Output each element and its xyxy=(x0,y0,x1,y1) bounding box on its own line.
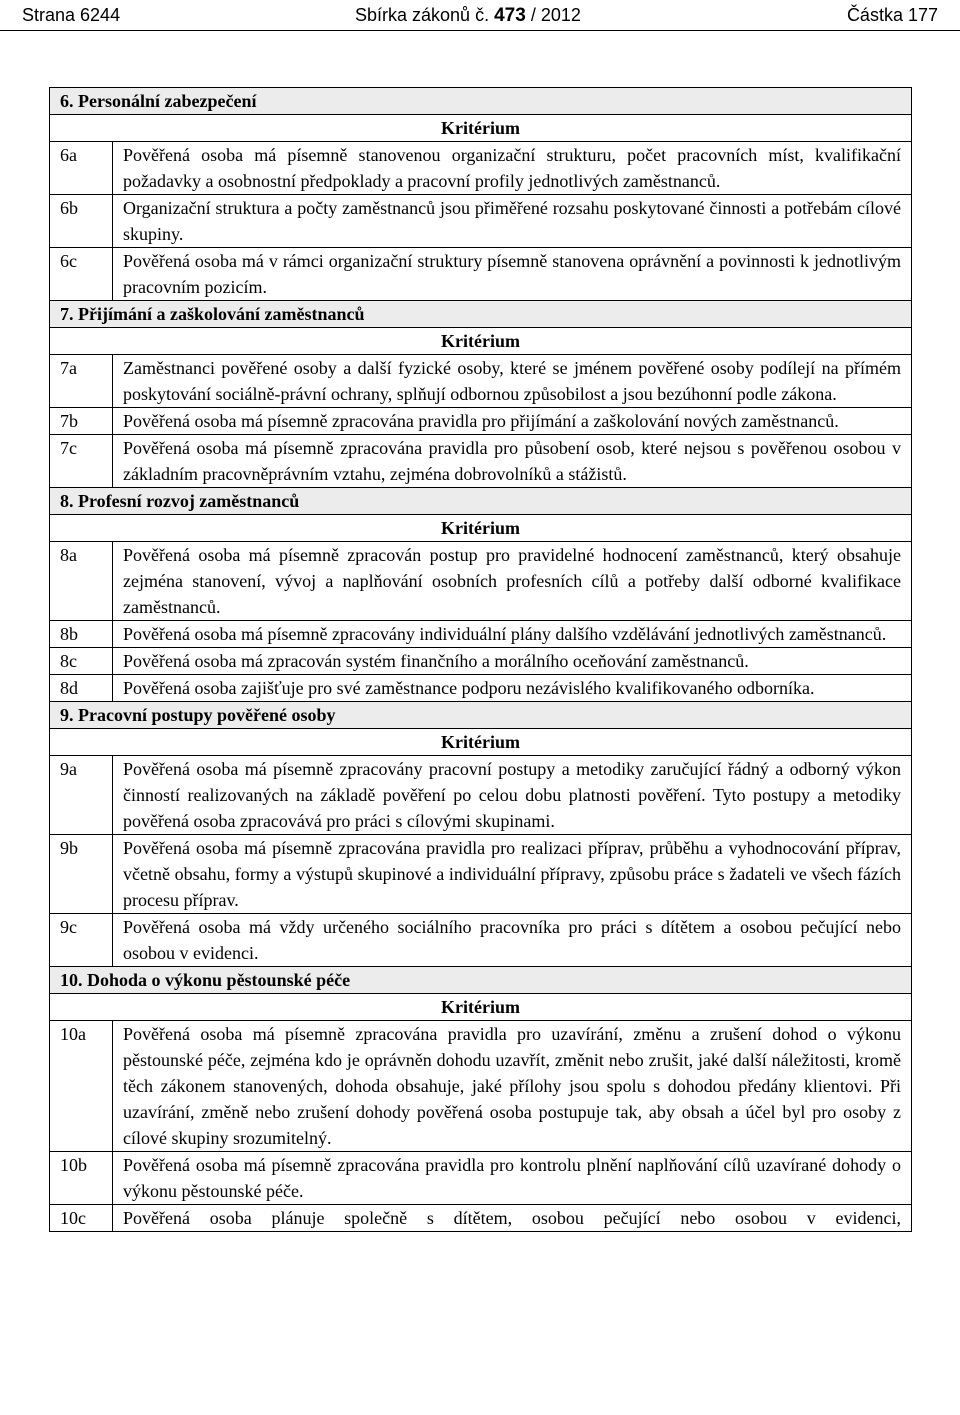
section-header-row xyxy=(50,967,912,994)
criterion-row xyxy=(50,1021,912,1152)
criterion-row xyxy=(50,542,912,621)
page-number: Strana 6244 xyxy=(22,5,121,25)
criteria-header-row xyxy=(50,115,912,142)
criterion-id: 7a xyxy=(50,355,113,408)
criterion-row xyxy=(50,355,912,408)
criteria-table xyxy=(49,87,912,1232)
criteria-label: Kritérium xyxy=(50,515,912,542)
criterion-id: 7b xyxy=(50,408,113,435)
collection-number: 473 xyxy=(494,5,526,26)
criterion-text: Pověřená osoba má písemně zpracovány pracovní postupy a metodiky zaručující řádný a odborný výkon činností realizovaných na základě pověření po celou dobu platnosti pověření. Tyto postupy a metodiky pověřená osoba zpracovává pro práci s cílovými skupinami. xyxy=(113,756,912,835)
criterion-text: Pověřená osoba zajišťuje pro své zaměstnance podporu nezávislého kvalifikovaného odborníka. xyxy=(113,675,912,702)
criterion-row xyxy=(50,914,912,967)
criterion-text: Pověřená osoba má písemně stanovenou organizační strukturu, počet pracovních míst, kvalifikační požadavky a osobnostní předpoklady a pracovní profily jednotlivých zaměstnanců. xyxy=(113,142,912,195)
criterion-row xyxy=(50,835,912,914)
criteria-label: Kritérium xyxy=(50,994,912,1021)
criterion-id: 6a xyxy=(50,142,113,195)
page-header xyxy=(0,0,960,31)
criterion-id: 10b xyxy=(50,1152,113,1205)
criterion-row xyxy=(50,756,912,835)
section-header-row xyxy=(50,488,912,515)
section-title: 7. Přijímání a zaškolování zaměstnanců xyxy=(50,301,912,328)
criterion-id: 8a xyxy=(50,542,113,621)
criterion-text: Pověřená osoba plánuje společně s dítětem, osobou pečující nebo osobou v evidenci, xyxy=(113,1205,912,1232)
criterion-id: 9c xyxy=(50,914,113,967)
criterion-text: Pověřená osoba má písemně zpracovány individuální plány dalšího vzdělávání jednotlivých zaměstnanců. xyxy=(113,621,912,648)
section-header-row xyxy=(50,702,912,729)
criteria-label: Kritérium xyxy=(50,115,912,142)
criterion-text: Organizační struktura a počty zaměstnanců jsou přiměřené rozsahu poskytované činnosti a potřebám cílové skupiny. xyxy=(113,195,912,248)
criterion-text: Pověřená osoba má písemně zpracována pravidla pro přijímání a zaškolování nových zaměstnanců. xyxy=(113,408,912,435)
criterion-id: 8c xyxy=(50,648,113,675)
criterion-text: Pověřená osoba má v rámci organizační struktury písemně stanovena oprávnění a povinnosti k jednotlivým pracovním pozicím. xyxy=(113,248,912,301)
criterion-id: 8d xyxy=(50,675,113,702)
criteria-header-row xyxy=(50,515,912,542)
criterion-row xyxy=(50,142,912,195)
section-title: 9. Pracovní postupy pověřené osoby xyxy=(50,702,912,729)
criterion-row xyxy=(50,248,912,301)
criterion-id: 10c xyxy=(50,1205,113,1232)
criterion-text: Pověřená osoba má písemně zpracována pravidla pro kontrolu plnění naplňování cílů uzavírané dohody o výkonu pěstounské péče. xyxy=(113,1152,912,1205)
criterion-id: 9b xyxy=(50,835,113,914)
criterion-text: Pověřená osoba má písemně zpracována pravidla pro uzavírání, změnu a zrušení dohod o výkonu pěstounské péče, zejména kdo je oprávněn dohodu uzavřít, změnit nebo zrušit, jaké další náležitosti, kromě těch zákonem stanovených, dohoda obsahuje, jaké přílohy jsou spolu s dohodou předány klientovi. Při uzavírání, změně nebo zrušení dohody pověřená osoba postupuje tak, aby obsah a účel byl pro osoby z cílové skupiny srozumitelný. xyxy=(113,1021,912,1152)
section-header-row xyxy=(50,301,912,328)
criterion-row xyxy=(50,675,912,702)
collection-title xyxy=(355,5,581,27)
criterion-text: Pověřená osoba má zpracován systém finančního a morálního oceňování zaměstnanců. xyxy=(113,648,912,675)
criterion-row xyxy=(50,621,912,648)
section-header-row xyxy=(50,88,912,115)
criterion-id: 6b xyxy=(50,195,113,248)
criterion-id: 6c xyxy=(50,248,113,301)
criterion-text: Pověřená osoba má vždy určeného sociálního pracovníka pro práci s dítětem a osobou pečující nebo osobou v evidenci. xyxy=(113,914,912,967)
criterion-text: Pověřená osoba má písemně zpracována pravidla pro působení osob, které nejsou s pověřenou osobou v základním pracovněprávním vztahu, zejména dobrovolníků a stážistů. xyxy=(113,435,912,488)
criteria-header-row xyxy=(50,729,912,756)
collection-prefix: Sbírka zákonů č. xyxy=(355,5,490,25)
section-title: 8. Profesní rozvoj zaměstnanců xyxy=(50,488,912,515)
criteria-header-row xyxy=(50,994,912,1021)
criterion-id: 7c xyxy=(50,435,113,488)
criteria-header-row xyxy=(50,328,912,355)
criterion-text: Pověřená osoba má písemně zpracován postup pro pravidelné hodnocení zaměstnanců, který obsahuje zejména stanovení, vývoj a naplňování osobních profesních cílů a potřeby další odborné kvalifikace zaměstnanců. xyxy=(113,542,912,621)
criterion-row xyxy=(50,648,912,675)
criterion-id: 10a xyxy=(50,1021,113,1152)
criterion-id: 8b xyxy=(50,621,113,648)
criteria-label: Kritérium xyxy=(50,729,912,756)
criteria-label: Kritérium xyxy=(50,328,912,355)
collection-year: / 2012 xyxy=(530,5,581,25)
criterion-id: 9a xyxy=(50,756,113,835)
criterion-row xyxy=(50,408,912,435)
section-title: 6. Personální zabezpečení xyxy=(50,88,912,115)
criterion-row xyxy=(50,195,912,248)
section-title: 10. Dohoda o výkonu pěstounské péče xyxy=(50,967,912,994)
part-number: Částka 177 xyxy=(846,5,938,25)
criterion-row xyxy=(50,1205,912,1232)
criterion-row xyxy=(50,1152,912,1205)
criterion-text: Zaměstnanci pověřené osoby a další fyzické osoby, které se jménem pověřené osoby podílejí na přímém poskytování sociálně-právní ochrany, splňují odbornou způsobilost a jsou bezúhonní podle zákona. xyxy=(113,355,912,408)
criterion-row xyxy=(50,435,912,488)
criterion-text: Pověřená osoba má písemně zpracována pravidla pro realizaci příprav, průběhu a vyhodnocování příprav, včetně obsahu, formy a výstupů skupinové a individuální přípravy, způsobu práce s žadateli ve všech fázích procesu příprav. xyxy=(113,835,912,914)
